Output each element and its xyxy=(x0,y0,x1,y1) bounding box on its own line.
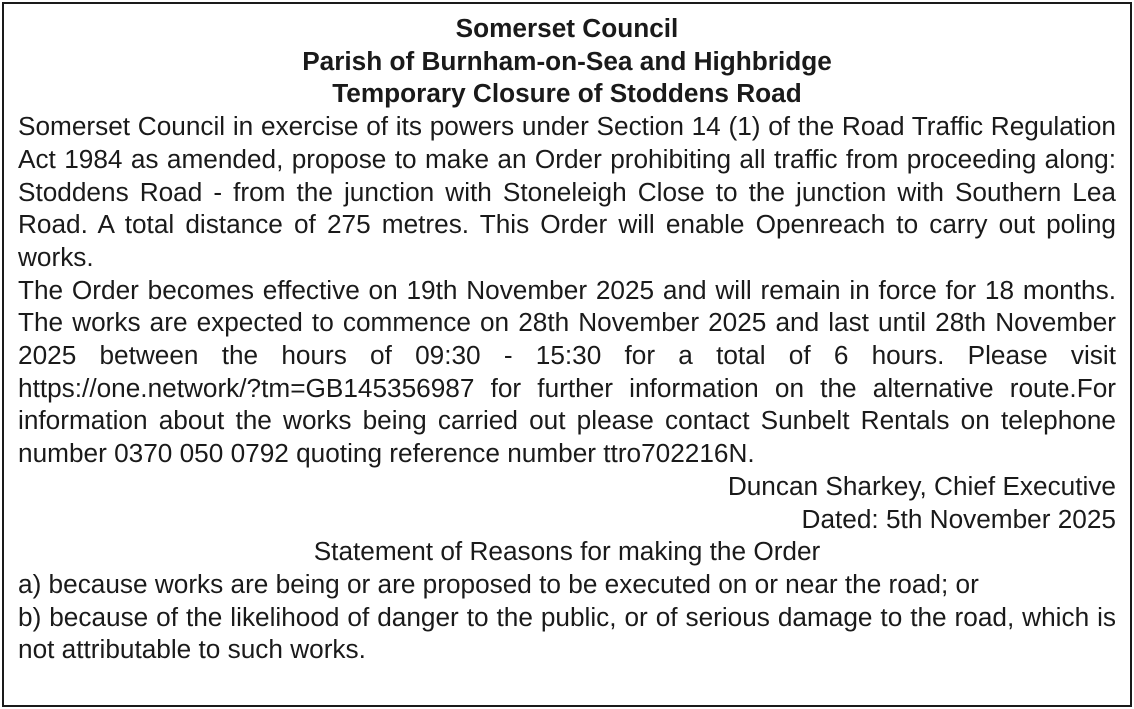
notice-paragraph-details: The Order becomes effective on 19th November 2025 and will remain in force for 18 months. The works are expected to commence on 28th November 2025 and last until 28th November 2025 between the hours of 09:30 - 15:30 for a total of 6 hours. Please visit https://one.network/?tm=GB145356987 for further information on the alternative route.For information about the works being carried out please contact Sunbelt Rentals on telephone number 0370 050 0792 quoting reference number ttro702216N. xyxy=(18,274,1116,469)
reason-b: b) because of the likelihood of danger to the public, or of serious damage to the road, which is not attributable to such works. xyxy=(18,601,1116,665)
council-name-heading: Somerset Council xyxy=(455,13,679,43)
dated-line: Dated: 5th November 2025 xyxy=(801,503,1116,534)
closure-title-heading: Temporary Closure of Stoddens Road xyxy=(332,78,802,109)
signatory-line: Duncan Sharkey, Chief Executive xyxy=(727,470,1116,501)
reason-a: a) because works are being or are proposed to be executed on or near the road; or xyxy=(18,568,979,599)
parish-heading: Parish of Burnham-on-Sea and Highbridge xyxy=(302,45,832,76)
notice-paragraph-order: Somerset Council in exercise of its powers under Section 14 (1) of the Road Traffic Regulation Act 1984 as amended, propose to make an Order prohibiting all traffic from proceeding along: Stoddens Road - from the junction with Stoneleigh Close to the junction with Southern Lea Road. A total distance of 275 metres. This Order will enable Openreach to carry out poling works. xyxy=(18,111,1116,272)
public-notice xyxy=(2,2,1132,707)
reasons-heading: Statement of Reasons for making the Order xyxy=(313,536,821,567)
